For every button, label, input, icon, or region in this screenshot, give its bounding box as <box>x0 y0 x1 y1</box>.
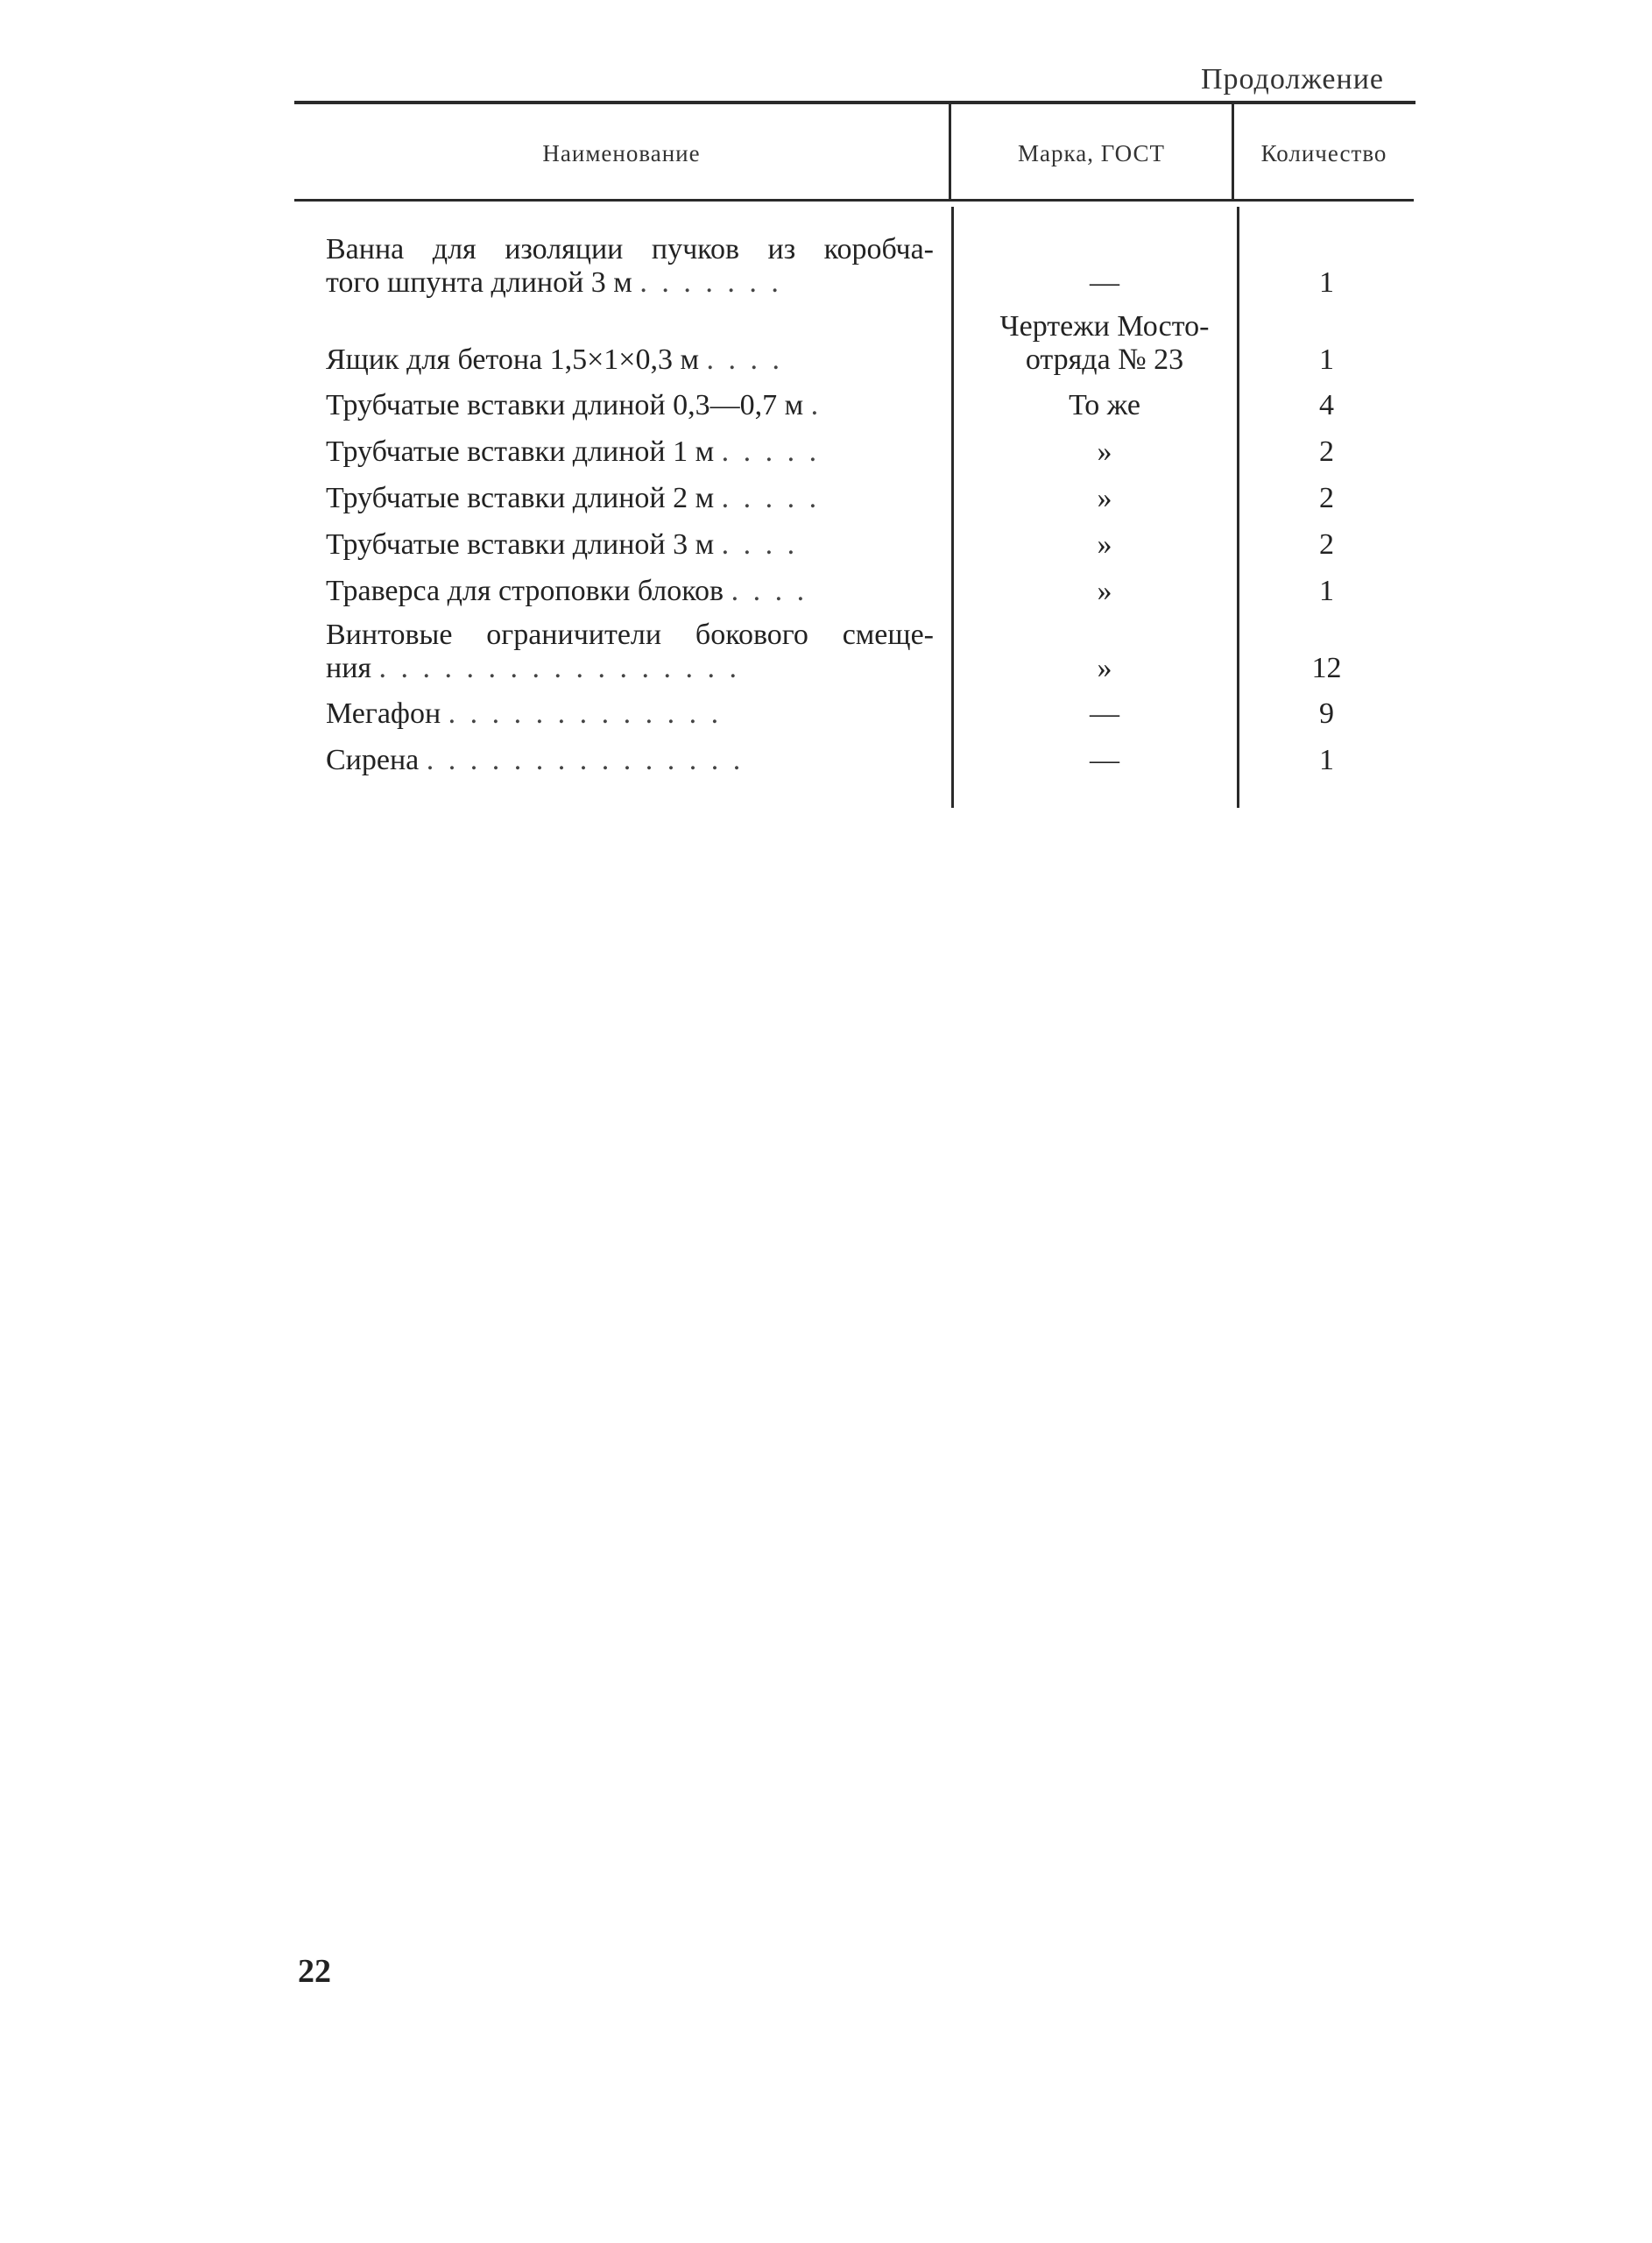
table-row <box>294 619 1415 690</box>
table-top-rule <box>294 101 1415 104</box>
row-name-text: Трубчатые вставки длиной 3 м <box>326 528 715 561</box>
row-name-text: Трубчатые вставки длиной 2 м <box>326 482 715 514</box>
row-name-text: Ящик для бетона 1,5×1×0,3 м <box>326 343 699 376</box>
row-mark: — <box>1090 266 1119 299</box>
row-name-text: ния <box>326 652 372 684</box>
row-name <box>326 744 934 777</box>
row-leader-dots: . . . . . <box>721 482 821 514</box>
row-leader-dots: . . . . . <box>721 435 821 468</box>
row-quantity: 9 <box>1319 697 1334 730</box>
row-quantity: 1 <box>1319 575 1334 607</box>
row-leader-dots: . <box>810 389 822 421</box>
row-name-text: Сирена <box>326 744 420 776</box>
row-quantity: 12 <box>1311 652 1342 684</box>
header-name: Наименование <box>542 140 701 166</box>
table-row <box>294 435 1415 471</box>
row-leader-dots: . . . . . . . <box>639 266 782 299</box>
row-quantity: 2 <box>1319 528 1334 561</box>
table-row <box>294 482 1415 517</box>
row-mark: То же <box>1069 389 1140 421</box>
row-name <box>326 233 934 300</box>
row-leader-dots: . . . . . . . . . . . . . . . . . <box>378 652 741 684</box>
row-mark: » <box>1097 575 1112 607</box>
row-name <box>326 343 934 377</box>
row-leader-dots: . . . . <box>706 343 783 376</box>
row-name-line-1: Винтовые ограничители бокового смеще- <box>326 619 934 651</box>
row-leader-dots: . . . . <box>731 575 808 607</box>
table-row <box>294 575 1415 610</box>
row-mark: » <box>1097 482 1112 514</box>
row-name-text: Мегафон <box>326 697 441 730</box>
table-row <box>294 233 1415 305</box>
row-mark <box>960 310 1249 377</box>
table-row <box>294 528 1415 563</box>
row-leader-dots: . . . . . . . . . . . . . . . <box>426 744 745 776</box>
row-quantity: 1 <box>1319 266 1334 299</box>
row-quantity: 2 <box>1319 482 1334 514</box>
row-name <box>326 697 934 731</box>
row-name-text: Трубчатые вставки длиной 0,3—0,7 м <box>326 389 804 421</box>
row-mark: » <box>1097 435 1112 468</box>
row-name <box>326 575 934 608</box>
page-number: 22 <box>298 1953 331 1990</box>
header-mark: Марка, ГОСТ <box>1018 140 1165 166</box>
row-leader-dots: . . . . <box>721 528 799 561</box>
table-row <box>294 389 1415 424</box>
row-quantity: 2 <box>1319 435 1334 468</box>
row-name-line-1: Ванна для изоляции пучков из коробча- <box>326 233 934 265</box>
row-name-text: того шпунта длиной 3 м <box>326 266 632 299</box>
row-mark-line-1: Чертежи Мосто- <box>999 310 1210 343</box>
row-quantity: 1 <box>1319 744 1334 776</box>
row-quantity: 1 <box>1319 343 1334 376</box>
table-row <box>294 697 1415 732</box>
row-mark: » <box>1097 652 1112 684</box>
row-quantity: 4 <box>1319 389 1334 421</box>
row-name <box>326 528 934 562</box>
row-name <box>326 435 934 469</box>
row-leader-dots: . . . . . . . . . . . . . <box>448 697 723 730</box>
row-name-text: Траверса для строповки блоков <box>326 575 724 607</box>
table-row <box>294 310 1415 382</box>
row-mark: — <box>1090 697 1119 730</box>
continuation-label: Продолжение <box>1200 63 1384 96</box>
row-name <box>326 619 934 685</box>
table-header-rule <box>294 199 1414 202</box>
row-name <box>326 482 934 515</box>
row-mark-line-2: отряда № 23 <box>1025 343 1184 376</box>
table-row <box>294 744 1415 779</box>
row-name-text: Трубчатые вставки длиной 1 м <box>326 435 715 468</box>
row-mark: — <box>1090 744 1119 776</box>
row-name <box>326 389 934 422</box>
header-quantity: Количество <box>1260 140 1387 166</box>
row-mark: » <box>1097 528 1112 561</box>
